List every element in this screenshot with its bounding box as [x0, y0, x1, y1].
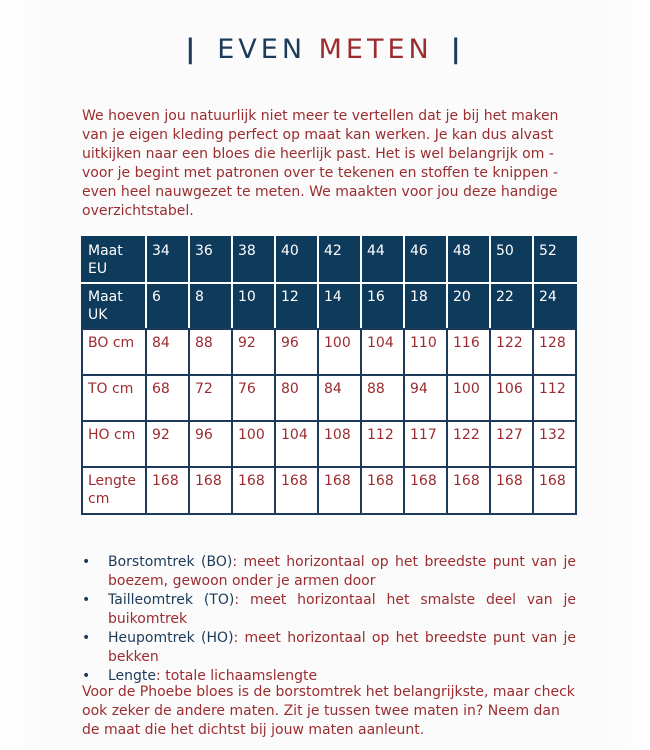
definition-text: : totale lichaamslengte — [156, 668, 318, 684]
table-cell: 122 — [490, 329, 533, 375]
table-cell: 34 — [146, 237, 189, 283]
definitions-list — [82, 553, 576, 686]
table-cell: 127 — [490, 421, 533, 467]
bullet-icon: • — [82, 668, 91, 684]
table-cell: 22 — [490, 283, 533, 329]
table-cell: 122 — [447, 421, 490, 467]
row-label: BO cm — [82, 329, 146, 375]
definition-term: Heupomtrek (HO) — [108, 630, 234, 646]
row-label: Maat UK — [82, 283, 146, 329]
table-cell: 68 — [146, 375, 189, 421]
table-cell: 168 — [361, 467, 404, 514]
page-title — [0, 30, 650, 70]
table-row — [82, 375, 576, 421]
list-item — [82, 591, 576, 629]
table-cell: 20 — [447, 283, 490, 329]
table-row — [82, 467, 576, 514]
table-cell: 168 — [404, 467, 447, 514]
table-cell: 128 — [533, 329, 576, 375]
table-cell: 52 — [533, 237, 576, 283]
table-cell: 96 — [189, 421, 232, 467]
table-cell: 84 — [146, 329, 189, 375]
definition-text: : meet horizontaal op het breedste punt van je boezem, gewoon onder je armen door — [108, 554, 577, 589]
table-cell: 12 — [275, 283, 318, 329]
table-cell: 46 — [404, 237, 447, 283]
table-cell: 48 — [447, 237, 490, 283]
title-word-even: EVEN — [217, 34, 307, 65]
table-cell: 42 — [318, 237, 361, 283]
table-cell: 168 — [232, 467, 275, 514]
table-cell: 168 — [490, 467, 533, 514]
table-cell: 8 — [189, 283, 232, 329]
table-cell: 104 — [361, 329, 404, 375]
table-cell: 6 — [146, 283, 189, 329]
table-cell: 168 — [318, 467, 361, 514]
table-cell: 110 — [404, 329, 447, 375]
table-cell: 104 — [275, 421, 318, 467]
table-cell: 100 — [318, 329, 361, 375]
table-cell: 10 — [232, 283, 275, 329]
table-cell: 92 — [146, 421, 189, 467]
table-cell: 108 — [318, 421, 361, 467]
table-cell: 76 — [232, 375, 275, 421]
table-cell: 112 — [361, 421, 404, 467]
table-cell: 132 — [533, 421, 576, 467]
table-cell: 112 — [533, 375, 576, 421]
row-label: TO cm — [82, 375, 146, 421]
table-cell: 40 — [275, 237, 318, 283]
table-cell: 100 — [232, 421, 275, 467]
table-cell: 168 — [146, 467, 189, 514]
table-cell: 36 — [189, 237, 232, 283]
table-cell: 16 — [361, 283, 404, 329]
list-item — [82, 629, 576, 667]
table-cell: 88 — [189, 329, 232, 375]
table-cell: 18 — [404, 283, 447, 329]
table-cell: 116 — [447, 329, 490, 375]
row-label: Lengte cm — [82, 467, 146, 514]
table-cell: 168 — [189, 467, 232, 514]
table-row — [82, 283, 576, 329]
table-cell: 106 — [490, 375, 533, 421]
table-cell: 100 — [447, 375, 490, 421]
definition-term: Lengte — [108, 668, 157, 684]
size-table — [81, 236, 577, 515]
table-row — [82, 237, 576, 283]
table-cell: 92 — [232, 329, 275, 375]
definition-term: Borstomtrek (BO) — [108, 554, 233, 570]
table-cell: 94 — [404, 375, 447, 421]
row-label: HO cm — [82, 421, 146, 467]
outro-paragraph: Voor de Phoebe bloes is de borstomtrek het belangrijkste, maar check ook zeker de andere maten. Zit je tussen twee maten in? Neem dan de maat die het dichtst bij jouw maten aanleunt. — [82, 684, 575, 738]
table-cell: 168 — [533, 467, 576, 514]
title-word-meten: METEN — [318, 34, 433, 65]
definition-text: : meet horizontaal op het breedste punt van je bekken — [108, 630, 576, 665]
table-cell: 117 — [404, 421, 447, 467]
bullet-icon: • — [82, 592, 91, 608]
table-cell: 44 — [361, 237, 404, 283]
table-cell: 72 — [189, 375, 232, 421]
table-row — [82, 421, 576, 467]
table-row — [82, 329, 576, 375]
table-cell: 168 — [275, 467, 318, 514]
definition-term: Tailleomtrek (TO) — [108, 592, 235, 608]
title-bar-right: | — [450, 34, 465, 65]
table-cell: 88 — [361, 375, 404, 421]
list-item — [82, 553, 576, 591]
table-cell: 84 — [318, 375, 361, 421]
row-label: Maat EU — [82, 237, 146, 283]
table-cell: 80 — [275, 375, 318, 421]
table-cell: 14 — [318, 283, 361, 329]
table-cell: 24 — [533, 283, 576, 329]
table-cell: 38 — [232, 237, 275, 283]
intro-paragraph: We hoeven jou natuurlijk niet meer te vertellen dat je bij het maken van je eigen kleding perfect op maat kan werken. Je kan dus alvast uitkijken naar een bloes die heerlijk past. Het is wel belangrijk om - voor je begint met patronen over te tekenen en stoffen te knippen - even heel nauwgezet te meten. We maakten voor jou deze handige overzichtstabel. — [82, 108, 559, 219]
bullet-icon: • — [82, 554, 91, 570]
title-bar-left: | — [185, 34, 200, 65]
bullet-icon: • — [82, 630, 91, 646]
definition-text: : meet horizontaal het smalste deel van je buikomtrek — [108, 592, 576, 627]
table-cell: 50 — [490, 237, 533, 283]
table-cell: 168 — [447, 467, 490, 514]
table-cell: 96 — [275, 329, 318, 375]
